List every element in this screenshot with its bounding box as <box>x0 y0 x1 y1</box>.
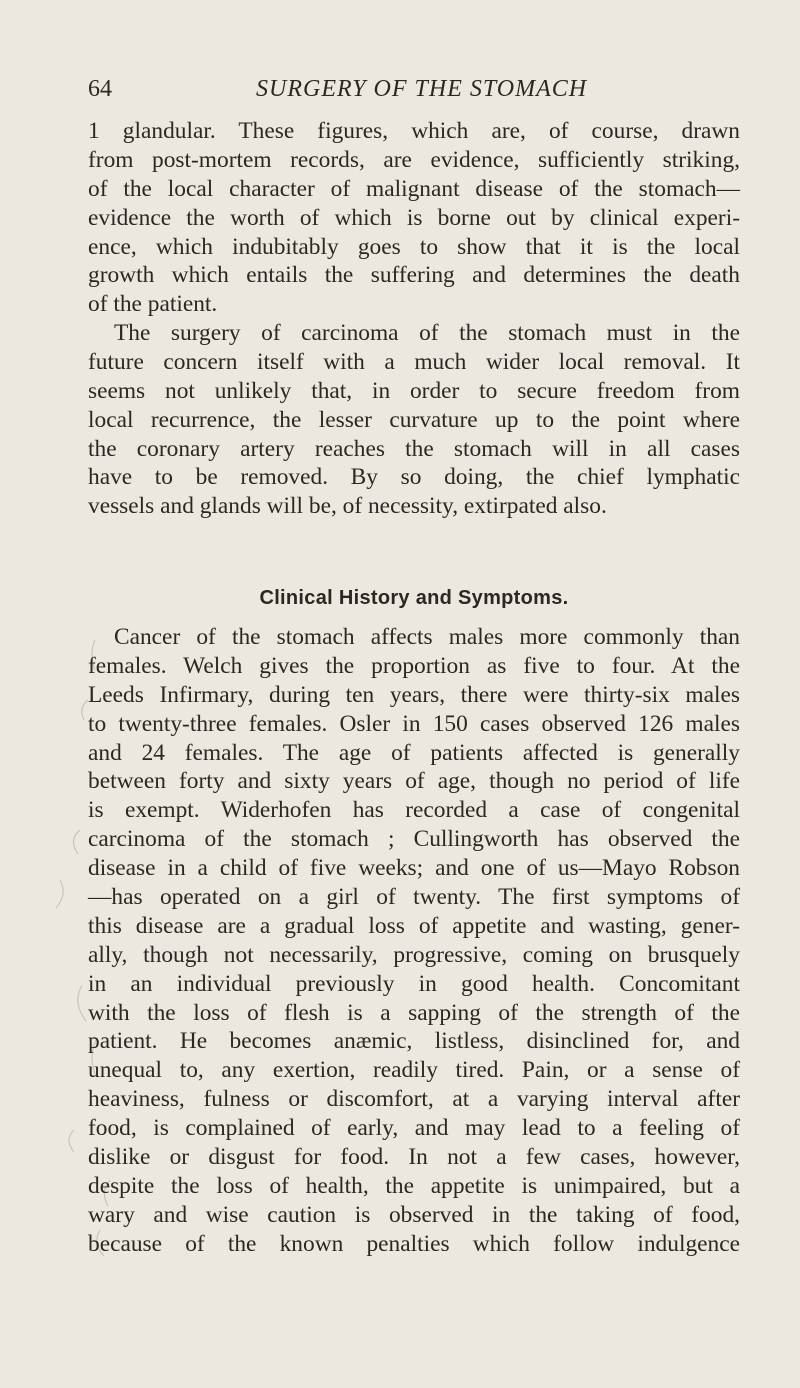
text-line: dislike or disgust for food. In not a few cases, however, <box>88 1144 740 1171</box>
text-line: is exempt. Widerhofen has recorded a case of congenital <box>88 797 740 824</box>
text-line: —has operated on a girl of twenty. The first symptoms of <box>88 884 740 911</box>
text-line: with the loss of flesh is a sapping of the strength of the <box>88 999 740 1026</box>
text-line: females. Welch gives the proportion as five to four. At the <box>88 652 740 679</box>
text-line: The surgery of carcinoma of the stomach must in the <box>114 320 740 346</box>
text-line: vessels and glands will be, of necessity, extirpated also. <box>88 493 607 520</box>
section-heading: Clinical History and Symptoms. <box>259 587 569 609</box>
running-head <box>88 74 748 104</box>
text-line: unequal to, any exertion, readily tired. Pain, or a sense of <box>88 1057 740 1084</box>
paragraph-clinical-history <box>88 623 740 1259</box>
text-line: of the local character of malignant disease of the stomach— <box>88 175 740 202</box>
text-line: future concern itself with a much wider local removal. It <box>88 348 740 375</box>
text-line: patient. He becomes anæmic, listless, disinclined for, and <box>88 1028 740 1055</box>
text-line: despite the loss of health, the appetite is unimpaired, but a <box>88 1172 740 1199</box>
text-line: from post-mortem records, are evidence, sufficiently striking, <box>88 146 740 173</box>
text-line: to twenty-three females. Osler in 150 cases observed 126 males <box>88 710 740 737</box>
text-line: ally, though not necessarily, progressive, coming on brusquely <box>88 941 740 968</box>
text-line: in an individual previously in good health. Concomitant <box>88 970 740 997</box>
text-line: ence, which indubitably goes to show that it is the local <box>88 233 740 260</box>
text-line: carcinoma of the stomach ; Cullingworth has observed the <box>88 826 740 853</box>
text-line: 1 glandular. These figures, which are, of course, drawn <box>88 118 740 144</box>
text-line: wary and wise caution is observed in the taking of food, <box>88 1201 740 1228</box>
text-line: seems not unlikely that, in order to secure freedom from <box>88 377 740 404</box>
paragraph-surgery <box>88 319 740 521</box>
text-line: this disease are a gradual loss of appetite and wasting, gener- <box>88 912 740 939</box>
text-line: the coronary artery reaches the stomach will in all cases <box>88 435 740 462</box>
page-number: 64 <box>88 76 112 102</box>
text-line: Leeds Infirmary, during ten years, there were thirty-six males <box>88 681 740 708</box>
paragraph-continued <box>88 117 740 319</box>
text-line: heaviness, fulness or discomfort, at a varying interval after <box>88 1086 740 1113</box>
text-line: because of the known penalties which follow indulgence <box>88 1230 740 1257</box>
text-line: disease in a child of five weeks; and one of us—Mayo Robson <box>88 855 740 882</box>
text-line: between forty and sixty years of age, though no period of life <box>88 768 740 795</box>
text-line: Cancer of the stomach affects males more commonly than <box>114 624 740 650</box>
text-line: food, is complained of early, and may lead to a feeling of <box>88 1115 740 1142</box>
text-line: local recurrence, the lesser curvature up to the point where <box>88 406 740 433</box>
text-line: have to be removed. By so doing, the chief lymphatic <box>88 464 740 491</box>
text-line: evidence the worth of which is borne out by clinical experi- <box>88 204 740 231</box>
running-title: SURGERY OF THE STOMACH <box>256 76 588 102</box>
text-line: of the patient. <box>88 291 218 318</box>
text-line: and 24 females. The age of patients affected is generally <box>88 739 740 766</box>
text-line: growth which entails the suffering and determines the death <box>88 262 740 289</box>
